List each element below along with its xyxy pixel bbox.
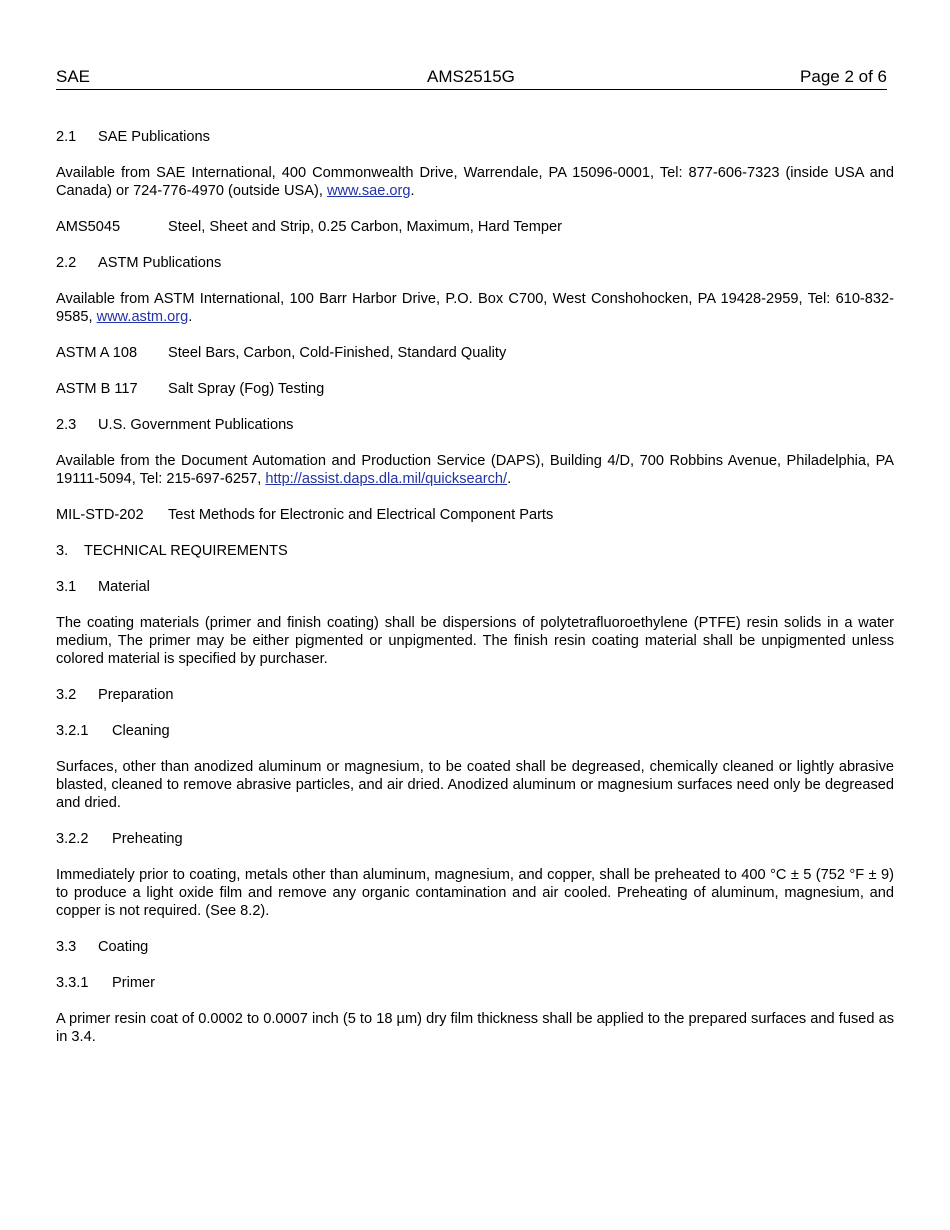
section-title: Cleaning: [112, 723, 170, 739]
section-number: 2.2: [56, 255, 77, 271]
cleaning-paragraph: Surfaces, other than anodized aluminum or magnesium, to be coated shall be degreased, chemically cleaned or lightly abrasive blasted, cleaned to remove abrasive particles, and air dried. Anodized aluminum or magnesium surfaces need only be degreased and dried.: [56, 759, 894, 811]
reference-code: ASTM A 108: [56, 345, 138, 361]
assist-quicksearch-link[interactable]: http://assist.daps.dla.mil/quicksearch/: [265, 471, 508, 487]
availability-paragraph-sae: Available from SAE International, 400 Commonwealth Drive, Warrendale, PA 15096-0001, Tel: 877-606-7323 (inside USA and Canada) or 724-776-4970 (outside USA), www.sae.org.: [56, 165, 894, 199]
section-heading-3-2-1: [56, 722, 894, 740]
section-heading-3-3: [56, 938, 894, 956]
reference-astm-a108: [56, 344, 894, 362]
section-heading-3: [56, 542, 894, 560]
section-number: 3.2.2: [56, 831, 89, 847]
header-doc-number: AMS2515G: [427, 67, 515, 86]
reference-title: Salt Spray (Fog) Testing: [168, 381, 325, 397]
section-heading-3-2: [56, 686, 894, 704]
availability-paragraph-astm: Available from ASTM International, 100 Barr Harbor Drive, P.O. Box C700, West Conshohocken, PA 19428-2959, Tel: 610-832-9585, www.astm.org.: [56, 291, 894, 325]
section-title: ASTM Publications: [98, 255, 222, 271]
availability-paragraph-daps: Available from the Document Automation and Production Service (DAPS), Building 4/D, 700 Robbins Avenue, Philadelphia, PA 19111-5094, Tel: 215-697-6257, http://assist.daps.dla.mil/quicksearch/.: [56, 453, 894, 487]
section-title: Primer: [112, 975, 155, 991]
astm-website-link[interactable]: www.astm.org: [96, 309, 189, 325]
reference-code: MIL-STD-202: [56, 507, 144, 523]
section-title: U.S. Government Publications: [98, 417, 294, 433]
section-heading-3-1: [56, 578, 894, 596]
section-title: Preheating: [112, 831, 183, 847]
section-number: 3.2.1: [56, 723, 89, 739]
section-number: 3.2: [56, 687, 77, 703]
section-number: 3.: [56, 543, 69, 559]
section-number: 3.3.1: [56, 975, 89, 991]
section-title: Preparation: [98, 687, 174, 703]
page-header: [56, 67, 887, 90]
section-heading-2-3: [56, 416, 894, 434]
section-heading-2-1: [56, 128, 894, 146]
section-title: SAE Publications: [98, 129, 210, 145]
reference-astm-b117: [56, 380, 894, 398]
header-page-number: Page 2 of 6: [800, 67, 887, 86]
sae-website-link[interactable]: www.sae.org: [326, 183, 411, 199]
reference-title: Steel, Sheet and Strip, 0.25 Carbon, Maximum, Hard Temper: [168, 219, 562, 235]
section-number: 2.3: [56, 417, 77, 433]
header-org: SAE: [56, 67, 91, 86]
section-title: TECHNICAL REQUIREMENTS: [84, 543, 288, 559]
section-number: 3.3: [56, 939, 77, 955]
reference-ams5045: [56, 218, 894, 236]
material-paragraph: The coating materials (primer and finish coating) shall be dispersions of polytetrafluoroethylene (PTFE) resin solids in a water medium, The primer may be either pigmented or unpigmented. The finish resin coating material shall be unpigmented unless colored material is specified by purchaser.: [56, 615, 894, 667]
section-number: 2.1: [56, 129, 77, 145]
reference-title: Test Methods for Electronic and Electrical Component Parts: [168, 507, 554, 523]
reference-code: ASTM B 117: [56, 381, 138, 397]
reference-title: Steel Bars, Carbon, Cold-Finished, Standard Quality: [168, 345, 507, 361]
section-title: Coating: [98, 939, 149, 955]
reference-code: AMS5045: [56, 219, 121, 235]
section-heading-3-2-2: [56, 830, 894, 848]
section-heading-3-3-1: [56, 974, 894, 992]
preheating-paragraph: Immediately prior to coating, metals other than aluminum, magnesium, and copper, shall be preheated to 400 °C ± 5 (752 °F ± 9) to produce a light oxide film and remove any organic contamination and air cooled. Preheating of aluminum, magnesium, and copper is not required. (See 8.2).: [56, 867, 894, 919]
section-heading-2-2: [56, 254, 894, 272]
section-title: Material: [98, 579, 150, 595]
reference-mil-std-202: [56, 506, 894, 524]
document-body: [56, 128, 894, 1064]
primer-paragraph: A primer resin coat of 0.0002 to 0.0007 inch (5 to 18 µm) dry film thickness shall be applied to the prepared surfaces and fused as in 3.4.: [56, 1011, 894, 1045]
section-number: 3.1: [56, 579, 77, 595]
